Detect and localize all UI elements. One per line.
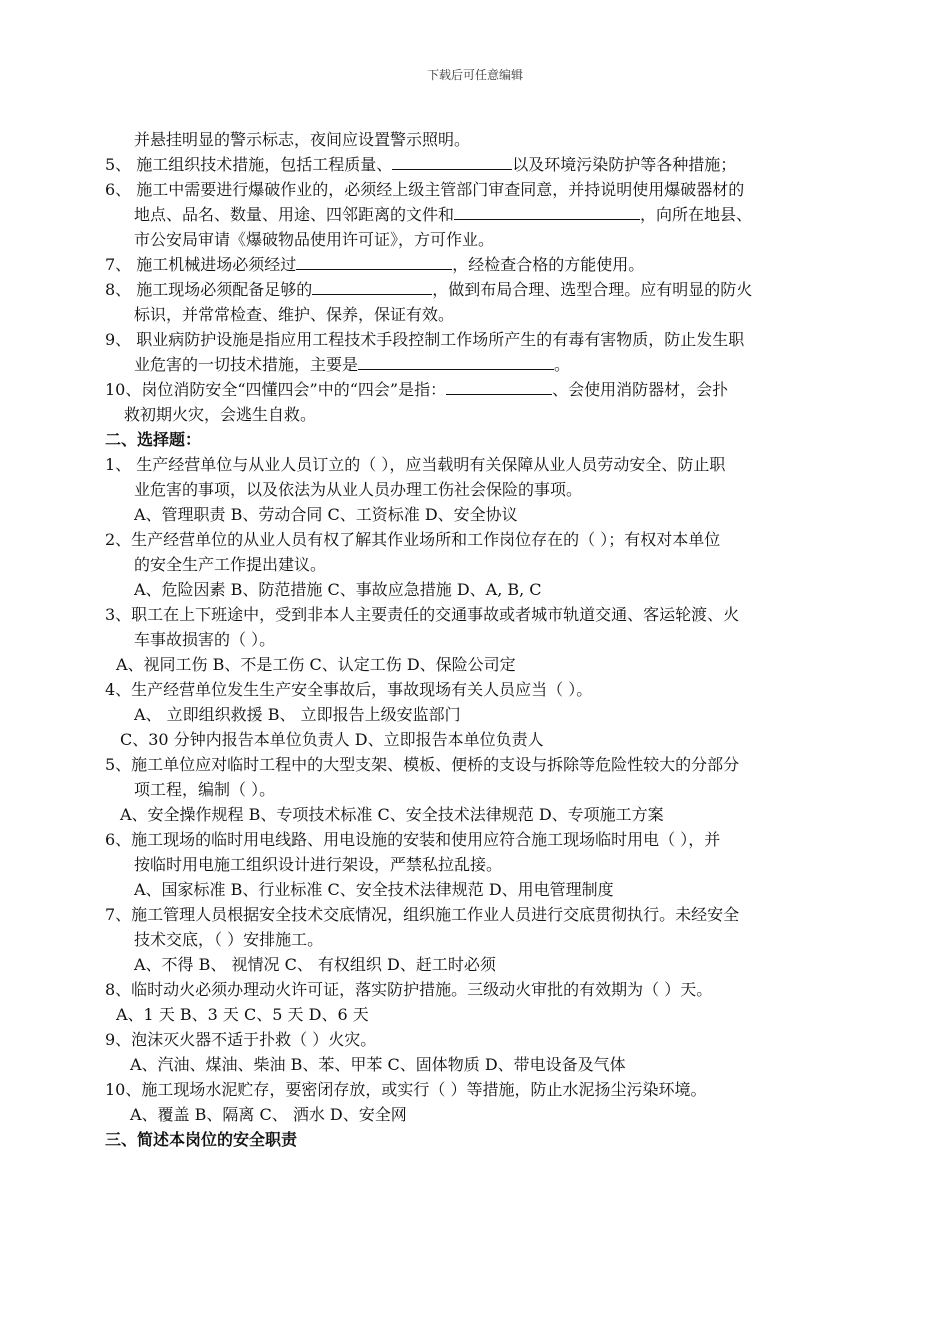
fill-question-7	[105, 255, 644, 275]
choice-options: A、1 天 B、3 天 C、5 天 D、6 天	[116, 1005, 369, 1024]
answer-blank[interactable]	[454, 205, 640, 220]
section-title-choice: 二、选择题：	[105, 430, 202, 449]
page-header: 下载后可任意编辑	[426, 68, 523, 82]
text-part: 。	[554, 355, 571, 374]
answer-blank[interactable]	[446, 380, 552, 395]
text-part: 、会使用消防器材，会扑	[552, 380, 729, 399]
answer-blank[interactable]	[358, 355, 554, 370]
fill-question-6-line2	[134, 205, 752, 225]
choice-options: A、危险因素 B、防范措施 C、事故应急措施 D、A, B, C	[134, 580, 542, 599]
fill-question-8	[105, 280, 752, 300]
fill-question-10-line2: 救初期火灾，会逃生自救。	[124, 405, 317, 424]
text-part: 以及环境污染防护等各种措施；	[512, 155, 737, 174]
fill-question-10	[105, 380, 728, 400]
text-part: ，向所在地县、	[640, 205, 753, 224]
text-part: ，做到布局合理、选型合理。应有明显的防火	[432, 280, 753, 299]
fill-question-9: 9、 职业病防护设施是指应用工程技术手段控制工作场所产生的有毒有害物质，防止发生职	[105, 330, 745, 349]
choice-options: A、覆盖 B、隔离 C、 洒水 D、安全网	[130, 1105, 407, 1124]
choice-options: C、30 分钟内报告本单位负责人 D、立即报告本单位负责人	[120, 730, 544, 749]
choice-line: 车事故损害的（ ）。	[134, 630, 276, 649]
choice-options: A、不得 B、 视情况 C、 有权组织 D、赶工时必须	[134, 955, 496, 974]
choice-line: 10、施工现场水泥贮存，要密闭存放，或实行（ ）等措施，防止水泥扬尘污染环境。	[105, 1080, 707, 1099]
choice-options: A、国家标准 B、行业标准 C、安全技术法律规范 D、用电管理制度	[134, 880, 614, 899]
text-part: 8、 施工现场必须配备足够的	[105, 280, 313, 299]
choice-line: 项工程，编制（ ）。	[134, 780, 276, 799]
answer-blank[interactable]	[296, 255, 452, 270]
choice-line: 1、 生产经营单位与从业人员订立的（ ），应当载明有关保障从业人员劳动安全、防止职	[105, 455, 726, 474]
text-part: 5、 施工组织技术措施，包括工程质量、	[105, 155, 393, 174]
answer-blank[interactable]	[312, 280, 432, 295]
answer-blank[interactable]	[392, 155, 512, 170]
fill-question-5	[105, 155, 736, 175]
text-part: 10、岗位消防安全“四懂四会”中的“四会”是指：	[105, 380, 447, 399]
text-part: 业危害的一切技术措施，主要是	[134, 355, 359, 374]
choice-line: 3、职工在上下班途中，受到非本人主要责任的交通事故或者城市轨道交通、客运轮渡、火	[105, 605, 740, 624]
choice-options: A、管理职责 B、劳动合同 C、工资标准 D、安全协议	[134, 505, 518, 524]
choice-line: 5、施工单位应对临时工程中的大型支架、模板、便桥的支设与拆除等危险性较大的分部分	[105, 755, 740, 774]
choice-options: A、汽油、煤油、柴油 B、苯、甲苯 C、固体物质 D、带电设备及气体	[130, 1055, 626, 1074]
text-part: 地点、品名、数量、用途、四邻距离的文件和	[134, 205, 455, 224]
section-title-essay: 三、简述本岗位的安全职责	[105, 1130, 298, 1149]
fill-question-8-line2: 标识，并常常检查、维护、保养，保证有效。	[134, 305, 455, 324]
choice-line: 按临时用电施工组织设计进行架设，严禁私拉乱接。	[134, 855, 503, 874]
fill-q4-continuation: 并悬挂明显的警示标志，夜间应设置警示照明。	[134, 130, 471, 149]
choice-line: 6、施工现场的临时用电线路、用电设施的安装和使用应符合施工现场临时用电（ ），并	[105, 830, 721, 849]
choice-line: 2、生产经营单位的从业人员有权了解其作业场所和工作岗位存在的（ ）；有权对本单位	[105, 530, 721, 549]
choice-options: A、视同工伤 B、不是工伤 C、认定工伤 D、保险公司定	[116, 655, 516, 674]
text-part: 7、 施工机械进场必须经过	[105, 255, 297, 274]
fill-question-6: 6、 施工中需要进行爆破作业的，必须经上级主管部门审查同意，并持说明使用爆破器材的	[105, 180, 745, 199]
choice-line: 4、生产经营单位发生生产安全事故后，事故现场有关人员应当（ ）。	[105, 680, 593, 699]
choice-line: 业危害的事项，以及依法为从业人员办理工伤社会保险的事项。	[134, 480, 583, 499]
fill-question-9-line2	[134, 355, 570, 375]
choice-line: 的安全生产工作提出建议。	[134, 555, 327, 574]
choice-options: A、 立即组织救援 B、 立即报告上级安监部门	[134, 705, 461, 724]
choice-line: 技术交底，（ ）安排施工。	[134, 930, 324, 949]
choice-options: A、安全操作规程 B、专项技术标准 C、安全技术法律规范 D、专项施工方案	[120, 805, 664, 824]
choice-line: 9、泡沫灭火器不适于扑救（ ）火灾。	[105, 1030, 377, 1049]
fill-question-6-line3: 市公安局审请《爆破物品使用许可证》，方可作业。	[134, 230, 495, 249]
choice-line: 7、施工管理人员根据安全技术交底情况，组织施工作业人员进行交底贯彻执行。未经安全	[105, 905, 740, 924]
text-part: ，经检查合格的方能使用。	[452, 255, 645, 274]
choice-line: 8、临时动火必须办理动火许可证，落实防护措施。三级动火审批的有效期为（ ）天。	[105, 980, 713, 999]
